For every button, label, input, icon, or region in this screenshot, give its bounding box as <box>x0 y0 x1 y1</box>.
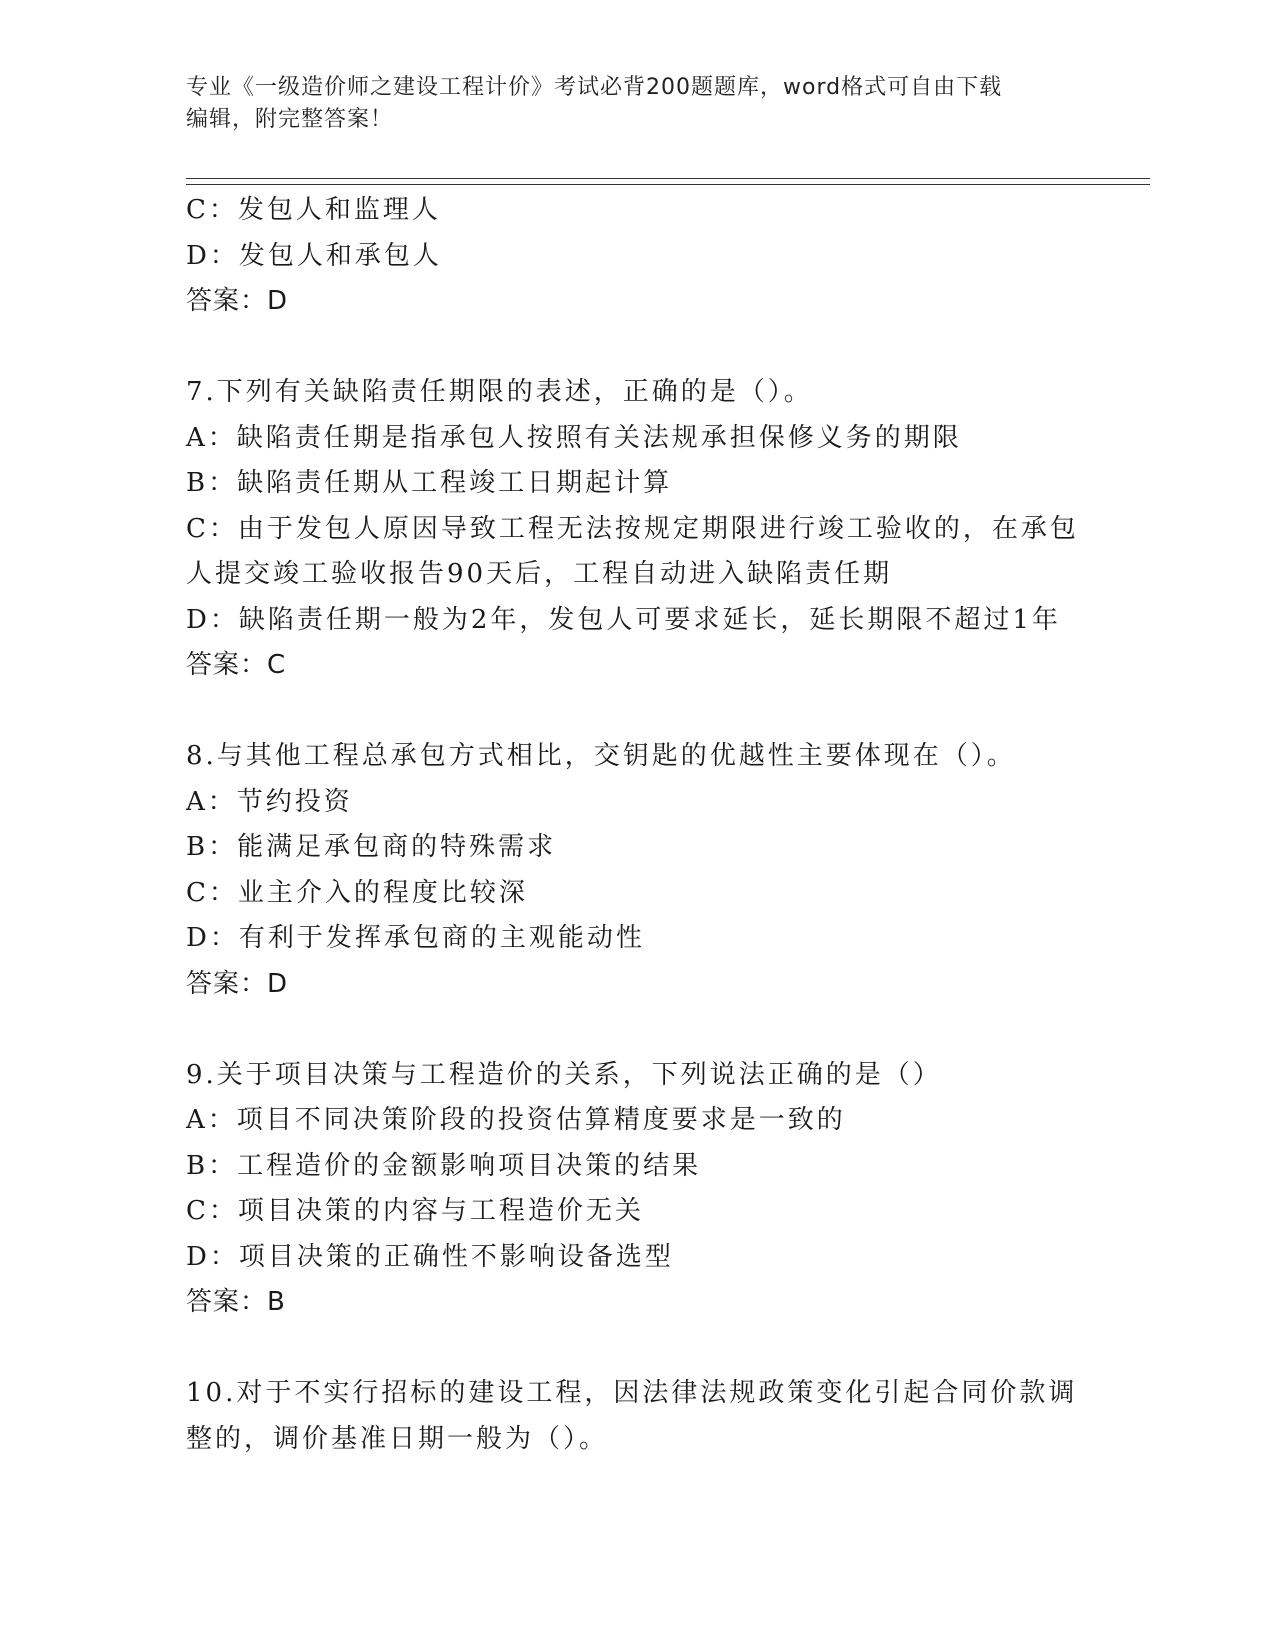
spacer <box>186 1007 1086 1053</box>
spacer <box>186 1326 1086 1372</box>
answer-line: 答案：B <box>186 1287 286 1317</box>
option-d: D：缺陷责任期一般为2年，发包人可要求延长，延长期限不超过1年 <box>186 604 1061 635</box>
spacer <box>186 689 1086 735</box>
header-line-2: 编辑，附完整答案！ <box>186 107 394 132</box>
spacer <box>186 325 1086 371</box>
option-c: C：发包人和监理人 <box>186 195 441 225</box>
question-6-tail <box>186 188 1086 325</box>
option-b: B：缺陷责任期从工程竣工日期起计算 <box>186 468 673 498</box>
option-a: A：项目不同决策阶段的投资估算精度要求是一致的 <box>186 1105 846 1135</box>
header-rule-top <box>186 178 1150 179</box>
document-header <box>186 72 1086 136</box>
question-content <box>186 188 1086 1462</box>
option-c: C：项目决策的内容与工程造价无关 <box>186 1196 644 1226</box>
option-b: B：工程造价的金额影响项目决策的结果 <box>186 1150 702 1181</box>
question-7 <box>186 370 1086 689</box>
answer-line: 答案：C <box>186 650 287 680</box>
question-10 <box>186 1371 1086 1462</box>
answer-line: 答案：D <box>186 968 289 999</box>
option-d: D：发包人和承包人 <box>186 240 442 271</box>
option-c: C：由于发包人原因导致工程无法按规定期限进行竣工验收的，在承包 <box>186 513 1079 544</box>
option-c: C：业主介入的程度比较深 <box>186 877 528 908</box>
header-line-1: 专业《一级造价师之建设工程计价》考试必背200题题库，word格式可自由下载 <box>186 75 1003 100</box>
question-stem: 10.对于不实行招标的建设工程，因法律法规政策变化引起合同价款调 <box>186 1378 1078 1408</box>
option-a: A：缺陷责任期是指承包人按照有关法规承担保修义务的期限 <box>186 422 962 453</box>
answer-line: 答案：D <box>186 286 289 316</box>
option-b: B：能满足承包商的特殊需求 <box>186 832 557 862</box>
question-9 <box>186 1053 1086 1326</box>
header-rule-bottom <box>186 184 1150 185</box>
question-stem: 8.与其他工程总承包方式相比，交钥匙的优越性主要体现在（）。 <box>186 741 1016 771</box>
option-d: D：有利于发挥承包商的主观能动性 <box>186 923 645 953</box>
question-stem-continued: 整的，调价基准日期一般为（）。 <box>186 1423 609 1454</box>
question-8 <box>186 734 1086 1007</box>
option-c-continued: 人提交竣工验收报告90天后，工程自动进入缺陷责任期 <box>186 559 893 589</box>
option-a: A：节约投资 <box>186 786 353 817</box>
question-stem: 9.关于项目决策与工程造价的关系，下列说法正确的是（） <box>186 1059 942 1090</box>
option-d: D：项目决策的正确性不影响设备选型 <box>186 1241 674 1272</box>
question-stem: 7.下列有关缺陷责任期限的表述，正确的是（）。 <box>186 377 813 407</box>
